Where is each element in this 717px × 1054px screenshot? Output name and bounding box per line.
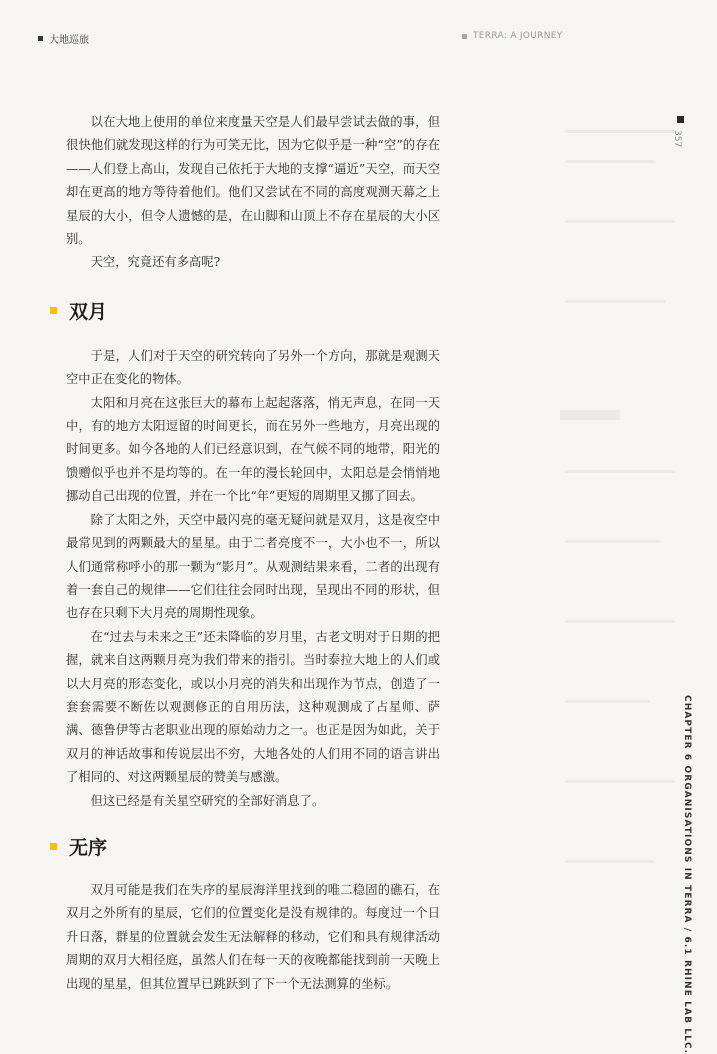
section-title: 无序 [69,837,108,860]
paragraph: 于是，人们对于天空的研究转向了另外一个方向，那就是观测天空中正在变化的物体。 [66,348,440,387]
paragraph: 太阳和月亮在这张巨大的幕布上起起落落，悄无声息，在同一天中，有的地方太阳逗留的时间更长，而在另外一些地方，月亮出现的时间更多。如今各地的人们已经意识到，在气候不同的地带，阳光的馈赠似乎也并不是均等的。在一年的漫长轮回中，太阳总是会悄悄地挪动自己出现的位置，并在一个比“年”更短的周期里又挪了回去。 [66,395,440,504]
show-through-line [565,860,655,863]
show-through-line [565,780,675,783]
show-through-line [565,700,650,703]
show-through-line [565,300,665,303]
paragraph: 除了太阳之外，天空中最闪亮的毫无疑问就是双月，这是夜空中最常见到的两颗最大的星星。由于二者亮度不一，大小也不一，所以人们通常称呼小的那一颗为“影月”。从观测结果来看，二者的出现有着一套自己的规律——它们往往会同时出现，呈现出不同的形状，但也存在只剩下大月亮的周期性现象。 [66,512,440,621]
section-title: 双月 [69,301,108,324]
section-heading [50,827,440,867]
book-title-english: TERRA: A JOURNEY [473,31,563,41]
paragraph: 但这已经是有关星空研究的全部好消息了。 [90,793,325,808]
heading-square-icon [50,307,57,314]
heading-square-icon [50,843,57,850]
book-title: 大地巡旅 [49,35,89,46]
show-through-line [565,130,675,133]
paragraph: 天空，究竟还有多高呢? [90,255,221,270]
section-heading [50,291,440,331]
paragraph: 在“过去与未来之王”还未降临的岁月里，古老文明对于日期的把握，就来自这两颗月亮为我们带来的指引。当时泰拉大地上的人们或以大月亮的形态变化，或以小月亮的消失和出现作为节点，创造了一套套需要不断佐以观测修正的自用历法，这种观测成了占星师、萨满、德鲁伊等古老职业出现的原始动力之一。也正是因为如此，关于双月的神话故事和传说层出不穷，大地各处的人们用不同的语言讲出了相同的、对这两颗星辰的赞美与感激。 [66,629,440,785]
running-header-right [462,31,563,41]
show-through-line [565,540,660,543]
chapter-side-label: CHAPTER 6 ORGANISATIONS IN TERRA / 6.1 RHINE LAB LLC. [682,695,692,1054]
show-through-line [565,620,675,623]
page-number: 357 [672,130,682,148]
paragraph: 以在大地上使用的单位来度量天空是人们最早尝试去做的事，但很快他们就发现这样的行为可笑无比，因为它似乎是一种“空”的存在——人们登上高山，发现自己依托于大地的支撑“逼近”天空，而天空却在更高的地方等待着他们。他们又尝试在不同的高度观测天幕之上星辰的大小，但令人遗憾的是，在山脚和山顶上不存在星辰的大小区别。 [66,115,440,247]
show-through-line [565,470,675,473]
paragraph: 双月可能是我们在失序的星辰海洋里找到的唯二稳固的礁石，在双月之外所有的星辰，它们的位置变化是没有规律的。每度过一个日升日落，群星的位置就会发生无法解释的移动，它们和具有规律活动周期的双月大相径庭，虽然人们在每一天的夜晚都能找到前一天晚上出现的星星，但其位置早已跳跃到了下一个无法测算的坐标。 [66,882,440,991]
page-number-square-icon [677,116,684,123]
body-text [66,111,440,996]
header-square-icon [38,36,43,41]
show-through-line [565,220,675,223]
show-through-line [560,410,620,420]
header-square-icon [462,34,467,39]
show-through-line [565,160,655,163]
running-header-left [38,31,89,46]
